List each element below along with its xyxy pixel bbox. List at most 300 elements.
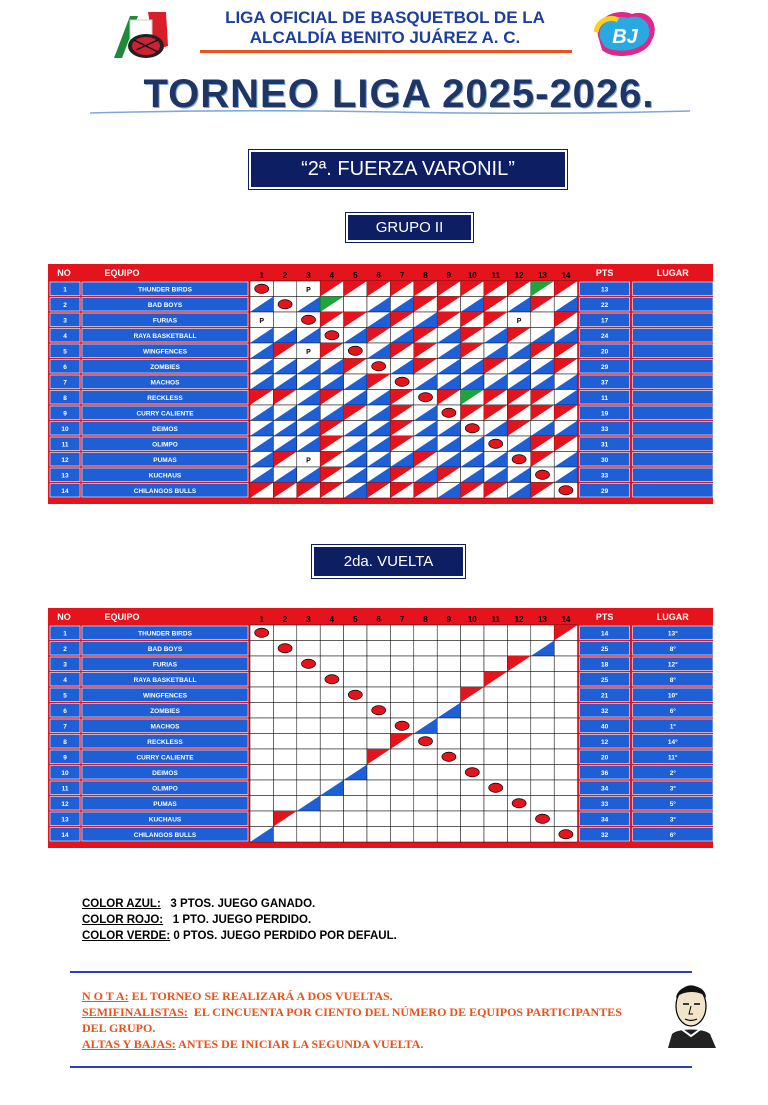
- game-cell: [320, 827, 343, 843]
- cell-no: 10: [61, 425, 69, 433]
- game-cell: [507, 718, 530, 734]
- self-match-marker: [302, 659, 316, 668]
- game-cell: [297, 765, 320, 781]
- game-cell: [484, 718, 507, 734]
- cell-no: 5: [63, 348, 67, 356]
- standings-round2-table: [48, 608, 713, 856]
- game-cell: [367, 811, 390, 827]
- cell-no: 14: [61, 831, 69, 839]
- legend-blue: COLOR AZUL: 3 PTOS. JUEGO GANADO.: [82, 898, 316, 910]
- cell-no: 9: [63, 754, 67, 762]
- cell-no: 8: [63, 394, 67, 402]
- col-header-no: NO: [57, 268, 71, 278]
- game-cell: [507, 641, 530, 657]
- game-cell: [320, 656, 343, 672]
- legend-red: COLOR ROJO: 1 PTO. JUEGO PERDIDO.: [82, 914, 312, 926]
- tournament-title: TORNEO LIGA 2025-2026.: [143, 72, 655, 116]
- game-cell: [554, 672, 577, 688]
- team-name: CURRY CALIENTE: [136, 410, 194, 418]
- col-header-game: 4: [329, 615, 335, 624]
- team-name: CURRY CALIENTE: [136, 754, 194, 762]
- col-header-pts: PTS: [595, 612, 614, 622]
- team-points: 30: [600, 456, 609, 464]
- game-cell: [507, 703, 530, 719]
- pending-mark: P: [306, 348, 311, 356]
- game-cell: [507, 780, 530, 796]
- self-match-marker: [512, 799, 526, 808]
- self-match-marker: [536, 814, 550, 823]
- game-cell: [531, 625, 554, 641]
- game-cell: [414, 703, 437, 719]
- game-cell: [414, 672, 437, 688]
- game-cell: [250, 718, 273, 734]
- game-cell: [250, 703, 273, 719]
- team-place: 3°: [669, 816, 676, 824]
- game-cell: [320, 703, 343, 719]
- game-cell: [554, 703, 577, 719]
- group-box: GRUPO II: [346, 213, 473, 242]
- game-cell: [461, 811, 484, 827]
- team-name: THUNDER BIRDS: [138, 286, 192, 294]
- game-cell: [320, 765, 343, 781]
- team-place: 3°: [669, 785, 676, 793]
- game-cell: [554, 765, 577, 781]
- game-cell: [484, 749, 507, 765]
- game-cell: [461, 827, 484, 843]
- cell-place-bg: [633, 484, 713, 498]
- col-header-game: 9: [446, 615, 452, 624]
- game-cell: [531, 765, 554, 781]
- team-points: 33: [600, 472, 609, 480]
- second-round-box: 2da. VUELTA: [312, 545, 465, 578]
- game-cell: [437, 656, 460, 672]
- team-name: WINGFENCES: [142, 348, 188, 356]
- team-name: RAYA BASKETBALL: [133, 332, 197, 340]
- team-place: 12°: [667, 661, 678, 669]
- game-cell: [273, 312, 296, 328]
- game-cell: [437, 765, 460, 781]
- cell-no: 2: [63, 645, 67, 653]
- game-cell: [273, 718, 296, 734]
- game-cell: [297, 687, 320, 703]
- game-cell: [554, 687, 577, 703]
- game-cell: [461, 780, 484, 796]
- game-cell: [273, 625, 296, 641]
- game-cell: [273, 703, 296, 719]
- cell-no: 1: [63, 630, 67, 638]
- col-header-game: 1: [259, 615, 264, 624]
- team-name: OLIMPO: [152, 785, 178, 793]
- team-name: FURIAS: [152, 661, 178, 669]
- cell-place-bg: [633, 453, 713, 467]
- team-points: 25: [600, 645, 609, 653]
- col-header-game: 3: [306, 615, 311, 624]
- game-cell: [531, 703, 554, 719]
- game-cell: [344, 827, 367, 843]
- team-points: 19: [600, 410, 609, 418]
- game-cell: [367, 827, 390, 843]
- game-cell: [414, 641, 437, 657]
- game-cell: [461, 672, 484, 688]
- team-name: RECKLESS: [147, 394, 183, 402]
- col-header-game: 5: [353, 271, 358, 280]
- game-cell: [390, 796, 413, 812]
- cell-no: 13: [61, 472, 69, 480]
- col-header-game: 4: [329, 271, 335, 280]
- cell-place-bg: [633, 375, 713, 389]
- team-name: DEIMOS: [152, 425, 178, 433]
- team-name: DEIMOS: [152, 769, 178, 777]
- game-cell: [437, 641, 460, 657]
- team-name: PUMAS: [153, 456, 177, 464]
- game-cell: [531, 749, 554, 765]
- cell-place-bg: [633, 391, 713, 405]
- self-match-marker: [278, 644, 292, 653]
- team-name: CHILANGOS BULLS: [133, 487, 197, 495]
- cell-no: 13: [61, 816, 69, 824]
- team-name: ZOMBIES: [150, 363, 180, 371]
- game-cell: [344, 656, 367, 672]
- pending-mark: P: [306, 286, 311, 294]
- cell-no: 5: [63, 692, 67, 700]
- cell-place-bg: [633, 468, 713, 482]
- team-points: 20: [600, 348, 609, 356]
- cell-place-bg: [633, 329, 713, 343]
- game-cell: [250, 765, 273, 781]
- game-cell: [273, 827, 296, 843]
- team-points: 34: [600, 816, 609, 824]
- game-cell: [554, 796, 577, 812]
- col-header-game: 12: [514, 271, 524, 280]
- self-match-marker: [442, 752, 456, 761]
- game-cell: [367, 625, 390, 641]
- team-points: 37: [600, 379, 609, 387]
- note-nota: N O T A: EL TORNEO SE REALIZARÁ A DOS VUELTAS.: [82, 989, 393, 1003]
- game-cell: [484, 641, 507, 657]
- team-place: 14°: [667, 738, 678, 746]
- team-name: OLIMPO: [152, 441, 178, 449]
- game-cell: [344, 811, 367, 827]
- col-header-game: 2: [282, 615, 288, 624]
- team-points: 36: [600, 769, 609, 777]
- game-cell: [344, 780, 367, 796]
- team-name: CHILANGOS BULLS: [133, 831, 197, 839]
- team-points: 32: [600, 707, 609, 715]
- team-place: 10°: [667, 692, 678, 700]
- game-cell: [367, 672, 390, 688]
- game-cell: [531, 718, 554, 734]
- game-cell: [344, 796, 367, 812]
- game-cell: [554, 749, 577, 765]
- cell-no: 1: [63, 286, 67, 294]
- game-cell: [437, 811, 460, 827]
- game-cell: [297, 641, 320, 657]
- cell-no: 10: [61, 769, 69, 777]
- color-legend: [82, 896, 397, 944]
- cell-no: 9: [63, 410, 67, 418]
- self-match-marker: [489, 439, 503, 448]
- game-cell: [414, 796, 437, 812]
- team-name: PUMAS: [153, 800, 177, 808]
- game-cell: [554, 734, 577, 750]
- pending-mark: P: [306, 457, 311, 465]
- cell-no: 3: [63, 661, 67, 669]
- self-match-marker: [442, 408, 456, 417]
- col-header-game: 14: [561, 271, 571, 280]
- game-cell: [437, 734, 460, 750]
- self-match-marker: [302, 315, 316, 324]
- team-points: 29: [600, 487, 609, 495]
- game-cell: [484, 625, 507, 641]
- game-cell: [297, 780, 320, 796]
- game-cell: [250, 796, 273, 812]
- col-header-game: 6: [376, 615, 381, 624]
- game-cell: [320, 749, 343, 765]
- cell-no: 12: [61, 800, 69, 808]
- game-cell: [414, 765, 437, 781]
- game-cell: [461, 796, 484, 812]
- game-cell: [507, 811, 530, 827]
- cell-no: 11: [61, 785, 69, 793]
- col-header-team: EQUIPO: [104, 612, 140, 622]
- league-name-line2: ALCALDÍA BENITO JUÁREZ A. C.: [249, 28, 521, 47]
- team-points: 40: [600, 723, 609, 731]
- team-points: 14: [600, 630, 609, 638]
- team-name: MACHOS: [150, 723, 180, 731]
- team-name: THUNDER BIRDS: [138, 630, 192, 638]
- game-cell: [507, 749, 530, 765]
- game-cell: [554, 656, 577, 672]
- game-cell: [367, 641, 390, 657]
- self-match-marker: [559, 486, 573, 495]
- game-cell: [484, 656, 507, 672]
- game-cell: [250, 780, 273, 796]
- game-cell: [250, 687, 273, 703]
- game-cell: [297, 827, 320, 843]
- team-place: 1°: [669, 723, 676, 731]
- notes-bottom-rule: [70, 1066, 692, 1068]
- game-cell: [531, 656, 554, 672]
- game-cell: [297, 749, 320, 765]
- game-cell: [367, 734, 390, 750]
- col-header-game: 10: [467, 615, 477, 624]
- game-cell: [484, 734, 507, 750]
- self-match-marker: [372, 362, 386, 371]
- cell-no: 11: [61, 441, 69, 449]
- game-cell: [507, 687, 530, 703]
- col-header-place: LUGAR: [656, 612, 689, 622]
- game-cell: [531, 827, 554, 843]
- cell-no: 4: [63, 676, 67, 684]
- notes: [82, 988, 642, 1052]
- game-cell: [273, 687, 296, 703]
- game-cell: [390, 672, 413, 688]
- team-points: 34: [600, 785, 609, 793]
- game-cell: [344, 703, 367, 719]
- game-cell: [273, 749, 296, 765]
- game-cell: [320, 625, 343, 641]
- game-cell: [484, 796, 507, 812]
- game-cell: [367, 718, 390, 734]
- note-altas: ALTAS Y BAJAS: ANTES DE INICIAR LA SEGUNDA VUELTA.: [82, 1037, 424, 1051]
- game-cell: [414, 780, 437, 796]
- game-cell: [414, 827, 437, 843]
- game-cell: [507, 672, 530, 688]
- game-cell: [507, 827, 530, 843]
- note-semis: SEMIFINALISTAS: EL CINCUENTA POR CIENTO DEL NÚMERO DE EQUIPOS PARTICIPANTES DEL GRUPO.: [82, 1005, 622, 1035]
- game-cell: [297, 672, 320, 688]
- team-name: KUCHAUS: [148, 816, 182, 824]
- game-cell: [531, 734, 554, 750]
- col-header-game: 14: [561, 615, 571, 624]
- cell-no: 7: [63, 723, 67, 731]
- team-place: 13°: [667, 630, 678, 638]
- col-header-no: NO: [57, 612, 71, 622]
- self-match-marker: [489, 783, 503, 792]
- team-points: 12: [600, 738, 609, 746]
- team-name: WINGFENCES: [142, 692, 188, 700]
- team-points: 24: [600, 332, 609, 340]
- col-header-game: 8: [423, 615, 428, 624]
- team-name: ZOMBIES: [150, 707, 180, 715]
- game-cell: [461, 625, 484, 641]
- team-name: RAYA BASKETBALL: [133, 676, 197, 684]
- pending-mark: P: [259, 317, 265, 325]
- game-cell: [414, 687, 437, 703]
- self-match-marker: [559, 830, 573, 839]
- game-cell: [554, 718, 577, 734]
- col-header-game: 11: [491, 271, 500, 280]
- team-place: 11°: [668, 754, 678, 762]
- team-points: 33: [600, 425, 609, 433]
- game-cell: [437, 780, 460, 796]
- self-match-marker: [278, 300, 292, 309]
- col-header-game: 9: [446, 271, 452, 280]
- team-name: MACHOS: [150, 379, 180, 387]
- col-header-game: 13: [538, 615, 547, 624]
- col-header-game: 5: [353, 615, 358, 624]
- cell-place-bg: [633, 344, 713, 358]
- self-match-marker: [395, 377, 409, 386]
- game-cell: [273, 765, 296, 781]
- team-place: 6°: [669, 707, 676, 715]
- pending-mark: P: [516, 317, 522, 325]
- league-name-line1: LIGA OFICIAL DE BASQUETBOL DE LA: [225, 8, 545, 27]
- game-cell: [507, 625, 530, 641]
- game-cell: [344, 641, 367, 657]
- standings-round1-table: [48, 264, 713, 512]
- col-header-place: LUGAR: [656, 268, 689, 278]
- game-cell: [390, 703, 413, 719]
- cell-place-bg: [633, 298, 713, 312]
- col-header-game: 12: [514, 615, 524, 624]
- game-cell: [531, 672, 554, 688]
- game-cell: [250, 641, 273, 657]
- game-cell: [390, 749, 413, 765]
- game-cell: [273, 281, 296, 297]
- team-points: 18: [600, 661, 609, 669]
- team-name: FURIAS: [152, 317, 178, 325]
- team-points: 25: [600, 676, 609, 684]
- col-header-game: 11: [491, 615, 500, 624]
- team-points: 20: [600, 754, 609, 762]
- col-header-game: 2: [282, 271, 288, 280]
- game-cell: [484, 811, 507, 827]
- game-cell: [437, 625, 460, 641]
- game-cell: [273, 734, 296, 750]
- league-logo: [108, 6, 180, 62]
- game-cell: [461, 749, 484, 765]
- game-cell: [297, 625, 320, 641]
- game-cell: [484, 703, 507, 719]
- self-match-marker: [419, 737, 433, 746]
- game-cell: [461, 718, 484, 734]
- game-cell: [297, 811, 320, 827]
- game-cell: [344, 749, 367, 765]
- cell-no: 14: [61, 487, 69, 495]
- game-cell: [297, 718, 320, 734]
- team-place: 8°: [669, 676, 676, 684]
- cell-no: 6: [63, 707, 67, 715]
- game-cell: [367, 796, 390, 812]
- game-cell: [320, 718, 343, 734]
- col-header-game: 8: [423, 271, 428, 280]
- team-name: RECKLESS: [147, 738, 183, 746]
- cell-place-bg: [633, 437, 713, 451]
- team-place: 6°: [669, 831, 676, 839]
- game-cell: [461, 641, 484, 657]
- portrait-illustration: [662, 978, 720, 1048]
- cell-place-bg: [633, 313, 713, 327]
- team-name: KUCHAUS: [148, 472, 182, 480]
- self-match-marker: [348, 346, 362, 355]
- category-box: “2ª. FUERZA VARONIL”: [249, 150, 567, 189]
- game-cell: [250, 672, 273, 688]
- title-swoosh: [90, 110, 690, 114]
- cell-place-bg: [633, 406, 713, 420]
- col-header-pts: PTS: [595, 268, 614, 278]
- game-cell: [390, 827, 413, 843]
- self-match-marker: [325, 331, 339, 340]
- self-match-marker: [255, 284, 269, 293]
- game-cell: [297, 703, 320, 719]
- legend-green: COLOR VERDE: 0 PTOS. JUEGO PERDIDO POR DEFAUL.: [82, 930, 397, 942]
- game-cell: [484, 765, 507, 781]
- team-points: 22: [600, 301, 609, 309]
- game-cell: [390, 780, 413, 796]
- game-cell: [367, 765, 390, 781]
- game-cell: [507, 765, 530, 781]
- game-cell: [484, 827, 507, 843]
- game-cell: [367, 687, 390, 703]
- game-cell: [273, 780, 296, 796]
- cell-place-bg: [633, 282, 713, 296]
- self-match-marker: [419, 393, 433, 402]
- team-points: 13: [600, 286, 609, 294]
- self-match-marker: [255, 628, 269, 637]
- col-header-game: 1: [259, 271, 264, 280]
- game-cell: [320, 734, 343, 750]
- col-header-game: 7: [399, 271, 405, 280]
- game-cell: [437, 718, 460, 734]
- game-cell: [390, 765, 413, 781]
- self-match-marker: [348, 690, 362, 699]
- self-match-marker: [372, 706, 386, 715]
- bj-logo-text: BJ: [612, 26, 638, 48]
- team-points: 29: [600, 363, 609, 371]
- game-cell: [554, 811, 577, 827]
- game-cell: [390, 687, 413, 703]
